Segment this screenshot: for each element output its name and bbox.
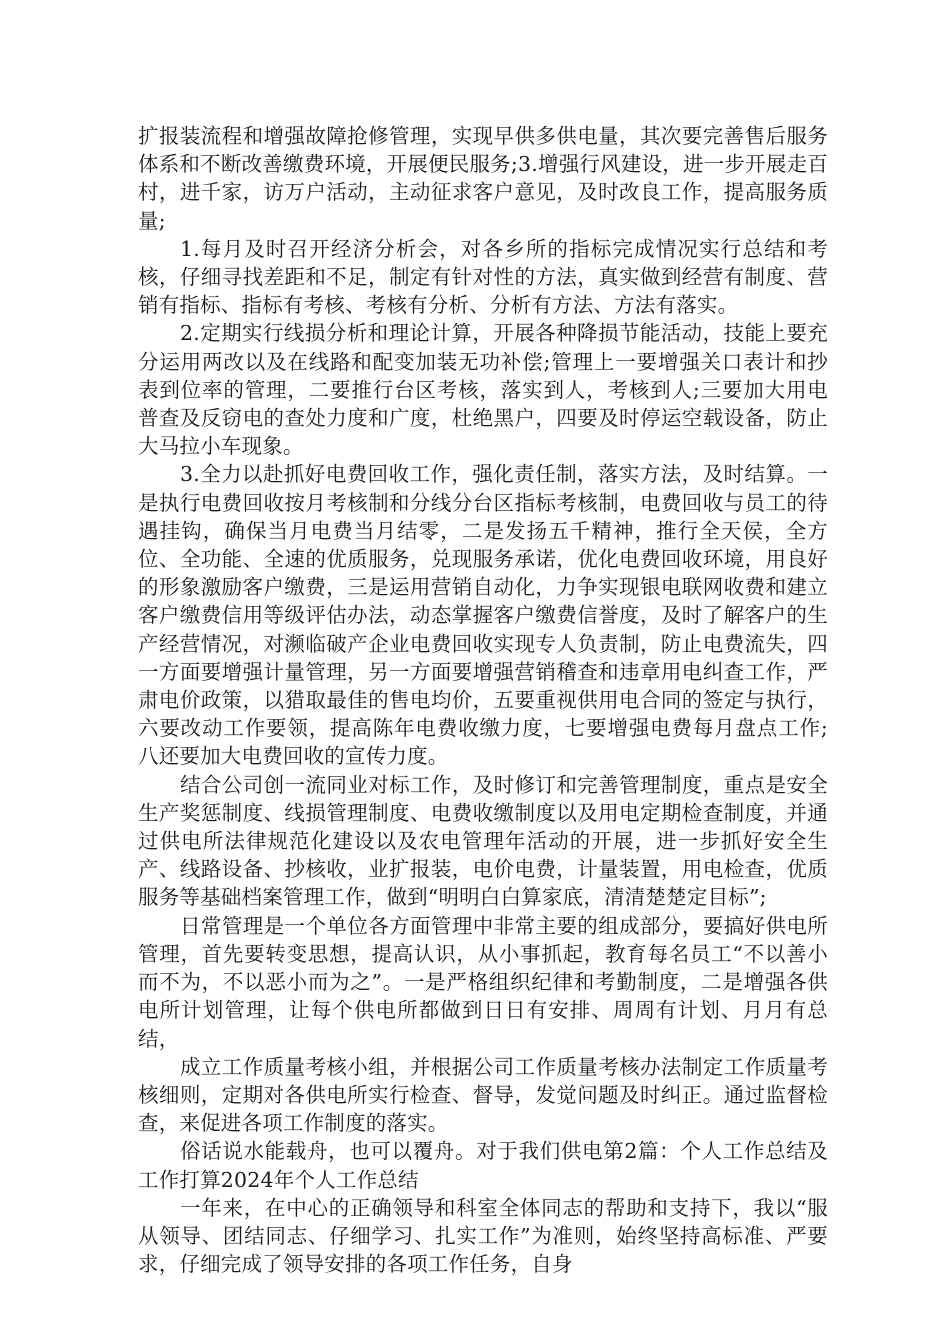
paragraph-5: 结合公司创一流同业对标工作，及时修订和完善管理制度，重点是安全生产奖惩制度、线损管理制度、电费收缴制度以及用电定期检查制度，并通过供电所法律规范化建设以及农电管理年活动的开展，进一步抓好安全生产、线路设备、抄核收，业扩报装，电价电费，计量装置，用电检查，优质服务等基础档案管理工作，做到“明明白白算家底，清清楚楚定目标”;: [138, 772, 828, 910]
document-body: [138, 122, 828, 1278]
paragraph-1: 扩报装流程和增强故障抢修管理，实现早供多供电量，其次要完善售后服务体系和不断改善缴费环境，开展便民服务;3.增强行风建设，进一步开展走百村，进千家，访万户活动，主动征求客户意见，及时改良工作，提高服务质量;: [138, 124, 828, 233]
paragraph-7: 成立工作质量考核小组，并根据公司工作质量考核办法制定工作质量考核细则，定期对各供电所实行检查、督导，发觉问题及时纠正。通过监督检查，来促进各项工作制度的落实。: [138, 1054, 828, 1136]
paragraph-4: 3.全力以赴抓好电费回收工作，强化责任制，落实方法，及时结算。一是执行电费回收按月考核制和分线分台区指标考核制，电费回收与员工的待遇挂钩，确保当月电费当月结零，二是发扬五千精神，推行全天侯，全方位、全功能、全速的优质服务，兑现服务承诺，优化电费回收环境，用良好的形象激励客户缴费，三是运用营销自动化，力争实现银电联网收费和建立客户缴费信用等级评估办法，动态掌握客户缴费信誉度，及时了解客户的生产经营情况，对濒临破产企业电费回收实现专人负责制，防止电费流失，四一方面要增强计量管理，另一方面要增强营销稽查和违章用电纠查工作，严肃电价政策，以猎取最佳的售电均价，五要重视供用电合同的签定与执行，六要改动工作要领，提高陈年电费收缴力度，七要增强电费每月盘点工作;八还要加大电费回收的宣传力度。: [138, 462, 828, 769]
paragraph-9: 一年来，在中心的正确领导和科室全体同志的帮助和支持下，我以“服从领导、团结同志、仔细学习、扎实工作”为准则，始终坚持高标准、严要求，仔细完成了领导安排的各项工作任务，自身: [138, 1195, 828, 1277]
paragraph-6: 日常管理是一个单位各方面管理中非常主要的组成部分，要搞好供电所管理，首先要转变思想，提高认识，从小事抓起，教育每名员工“不以善小而不为，不以恶小而为之”。一是严格组织纪律和考勤制度，二是增强各供电所计划管理，让每个供电所都做到日日有安排、周周有计划、月月有总结，: [138, 913, 828, 1051]
paragraph-2: 1.每月及时召开经济分析会，对各乡所的指标完成情况实行总结和考核，仔细寻找差距和不足，制定有针对性的方法，真实做到经营有制度、营销有指标、指标有考核、考核有分析、分析有方法、方法有落实。: [138, 236, 828, 318]
paragraph-3: 2.定期实行线损分析和理论计算，开展各种降损节能活动，技能上要充分运用两改以及在线路和配变加装无功补偿;管理上一要增强关口表计和抄表到位率的管理，二要推行台区考核，落实到人，考核到人;三要加大用电普查及反窃电的查处力度和广度，杜绝黑户，四要及时停运空载设备，防止大马拉小车现象。: [138, 321, 828, 459]
paragraph-8: 俗话说水能载舟，也可以覆舟。对于我们供电第2篇：个人工作总结及工作打算2024年个人工作总结: [138, 1139, 828, 1192]
